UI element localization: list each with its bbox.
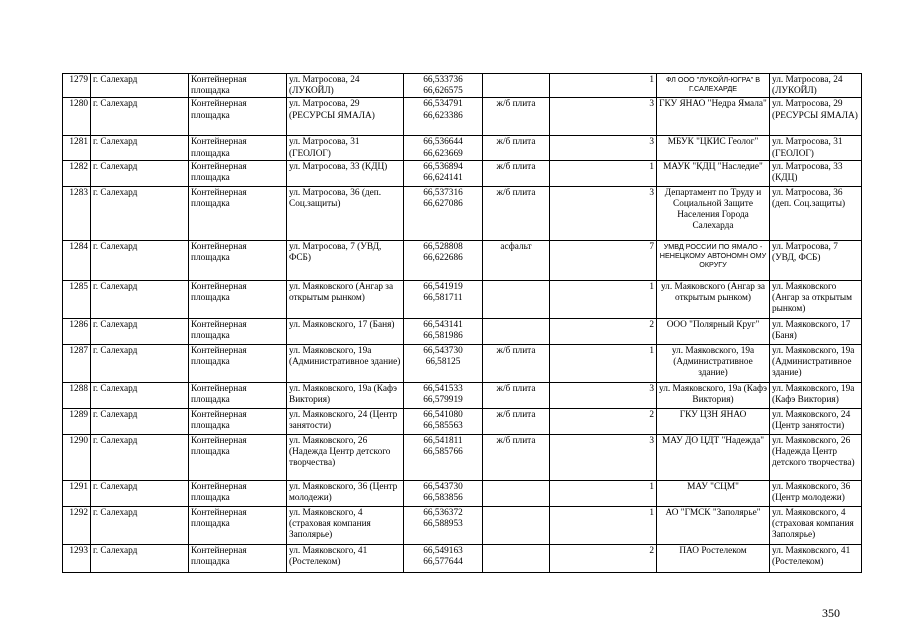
table-body [63,74,862,573]
longitude-value: 66,624141 [423,173,463,184]
waste-source-cell: ул. Маяковского, 19а (Кафэ Виктория) [770,382,862,408]
container-count-cell: 2 [550,408,657,434]
latitude-value: 66,543730 [423,481,463,492]
site-type-cell: Контейнерная площадка [189,544,287,572]
container-count-cell: 1 [550,344,657,382]
table-row [63,408,862,434]
surface-cell: ж/б плита [483,160,550,186]
surface-cell [483,506,550,544]
container-count-cell: 3 [550,186,657,240]
latitude-value: 66,541080 [423,409,463,420]
container-count-cell: 7 [550,240,657,280]
owner-cell: МБУК "ЦКИС Геолог" [657,136,770,160]
coordinates-cell [404,318,483,344]
waste-source-cell: ул. Маяковского (Ангар за открытым рынком) [770,280,862,318]
owner-cell: МАУ "СЦМ" [657,480,770,506]
address-cell: ул. Матросова, 36 (деп. Соц.защиты) [287,186,404,240]
owner-cell: АО "ГМСК "Заполярье" [657,506,770,544]
row-number: 1286 [63,318,91,344]
owner-cell: ГКУ ЦЗН ЯНАО [657,408,770,434]
row-number: 1293 [63,544,91,572]
longitude-value: 66,626575 [423,86,463,97]
longitude-value: 66,622686 [423,253,463,264]
site-type-cell: Контейнерная площадка [189,240,287,280]
city-cell: г. Салехард [91,344,189,382]
surface-cell [483,280,550,318]
waste-source-cell: ул. Маяковского, 19а (Административное здание) [770,344,862,382]
coordinates-cell [404,344,483,382]
site-type-cell: Контейнерная площадка [189,480,287,506]
waste-source-cell: ул. Маяковского, 26 (Надежда Центр детского творчества) [770,434,862,480]
table-row [63,434,862,480]
table-row [63,136,862,160]
coordinates-cell [404,544,483,572]
container-count-cell: 3 [550,98,657,136]
table-row [63,74,862,98]
address-cell: ул. Маяковского, 41 (Ростелеком) [287,544,404,572]
owner-cell: МАУ ДО ЦДТ "Надежда" [657,434,770,480]
site-type-cell: Контейнерная площадка [189,186,287,240]
container-count-cell: 2 [550,544,657,572]
container-count-cell: 1 [550,160,657,186]
table-row [63,506,862,544]
table-row [63,240,862,280]
city-cell: г. Салехард [91,98,189,136]
container-count-cell: 1 [550,74,657,98]
surface-cell: ж/б плита [483,186,550,240]
coordinates-cell [404,434,483,480]
owner-cell: УМВД РОССИИ ПО ЯМАЛО - НЕНЕЦКОМУ АВТОНОМН ОМУ ОКРУГУ [657,240,770,280]
site-type-cell: Контейнерная площадка [189,74,287,98]
surface-cell [483,74,550,98]
waste-source-cell: ул. Маяковского, 36 (Центр молодежи) [770,480,862,506]
longitude-value: 66,581711 [423,293,463,304]
city-cell: г. Салехард [91,408,189,434]
row-number: 1291 [63,480,91,506]
table-row [63,382,862,408]
address-cell: ул. Маяковского, 19а (Административное здание) [287,344,404,382]
longitude-value: 66,583856 [423,493,463,504]
table-row [63,186,862,240]
address-cell: ул. Маяковского, 26 (Надежда Центр детского творчества) [287,434,404,480]
surface-cell: ж/б плита [483,408,550,434]
longitude-value: 66,623386 [423,110,463,121]
table-row [63,160,862,186]
container-count-cell: 2 [550,318,657,344]
waste-source-cell: ул. Матросова, 29 (РЕСУРСЫ ЯМАЛА) [770,98,862,136]
latitude-value: 66,543141 [423,319,463,330]
site-type-cell: Контейнерная площадка [189,98,287,136]
address-cell: ул. Маяковского, 4 (страховая компания Заполярье) [287,506,404,544]
city-cell: г. Салехард [91,382,189,408]
table-row [63,318,862,344]
latitude-value: 66,543730 [423,345,463,356]
row-number: 1282 [63,160,91,186]
coordinates-cell [404,74,483,98]
longitude-value: 66,588953 [423,519,463,530]
surface-cell: ж/б плита [483,344,550,382]
coordinates-cell [404,240,483,280]
city-cell: г. Салехард [91,240,189,280]
row-number: 1280 [63,98,91,136]
address-cell: ул. Матросова, 24 (ЛУКОЙЛ) [287,74,404,98]
owner-cell: ул. Маяковского, 19а (Административное здание) [657,344,770,382]
container-count-cell: 3 [550,136,657,160]
coordinates-cell [404,506,483,544]
table-row [63,544,862,572]
address-cell: ул. Маяковского, 24 (Центр занятости) [287,408,404,434]
address-cell: ул. Матросова, 33 (КДЦ) [287,160,404,186]
owner-cell: ООО "Полярный Круг" [657,318,770,344]
surface-cell: ж/б плита [483,98,550,136]
waste-source-cell: ул. Маяковского, 4 (страховая компания Заполярье) [770,506,862,544]
latitude-value: 66,541533 [423,383,463,394]
latitude-value: 66,549163 [423,545,463,556]
waste-source-cell: ул. Матросова, 33 (КДЦ) [770,160,862,186]
city-cell: г. Салехард [91,434,189,480]
latitude-value: 66,528808 [423,241,463,252]
coordinates-cell [404,186,483,240]
longitude-value: 66,577644 [423,557,463,568]
longitude-value: 66,579919 [423,395,463,406]
coordinates-cell [404,280,483,318]
table-row [63,280,862,318]
longitude-value: 66,623669 [423,148,463,159]
address-cell: ул. Маяковского, 19а (Кафэ Виктория) [287,382,404,408]
latitude-value: 66,541919 [423,281,463,292]
latitude-value: 66,541811 [423,435,463,446]
row-number: 1290 [63,434,91,480]
longitude-value: 66,585766 [423,447,463,458]
coordinates-cell [404,160,483,186]
row-number: 1287 [63,344,91,382]
container-sites-table [62,73,862,573]
longitude-value: 66,585563 [423,421,463,432]
waste-source-cell: ул. Матросова, 31 (ГЕОЛОГ) [770,136,862,160]
row-number: 1292 [63,506,91,544]
latitude-value: 66,536644 [423,137,463,148]
city-cell: г. Салехард [91,160,189,186]
waste-source-cell: ул. Маяковского, 17 (Баня) [770,318,862,344]
latitude-value: 66,533736 [423,75,463,85]
row-number: 1281 [63,136,91,160]
coordinates-cell [404,408,483,434]
address-cell: ул. Маяковского, 17 (Баня) [287,318,404,344]
longitude-value: 66,58125 [425,357,461,368]
row-number: 1288 [63,382,91,408]
surface-cell: ж/б плита [483,434,550,480]
container-count-cell: 1 [550,280,657,318]
surface-cell [483,544,550,572]
address-cell: ул. Маяковского, 36 (Центр молодежи) [287,480,404,506]
waste-source-cell: ул. Матросова, 36 (деп. Соц.защиты) [770,186,862,240]
waste-source-cell: ул. Маяковского, 41 (Ростелеком) [770,544,862,572]
city-cell: г. Салехард [91,318,189,344]
site-type-cell: Контейнерная площадка [189,506,287,544]
container-count-cell: 3 [550,434,657,480]
address-cell: ул. Маяковского (Ангар за открытым рынком) [287,280,404,318]
coordinates-cell [404,480,483,506]
site-type-cell: Контейнерная площадка [189,382,287,408]
city-cell: г. Салехард [91,544,189,572]
address-cell: ул. Матросова, 29 (РЕСУРСЫ ЯМАЛА) [287,98,404,136]
waste-source-cell: ул. Матросова, 24 (ЛУКОЙЛ) [770,74,862,98]
table-row [63,344,862,382]
site-type-cell: Контейнерная площадка [189,344,287,382]
owner-cell: МАУК "КДЦ "Наследие" [657,160,770,186]
latitude-value: 66,537316 [423,187,463,198]
table-row [63,98,862,136]
site-type-cell: Контейнерная площадка [189,136,287,160]
row-number: 1285 [63,280,91,318]
address-cell: ул. Матросова, 7 (УВД, ФСБ) [287,240,404,280]
row-number: 1283 [63,186,91,240]
surface-cell [483,318,550,344]
table-row [63,480,862,506]
surface-cell: ж/б плита [483,136,550,160]
owner-cell: Департамент по Труду и Социальной Защите Населения Города Салехарда [657,186,770,240]
city-cell: г. Салехард [91,74,189,98]
container-count-cell: 1 [550,480,657,506]
surface-cell: ж/б плита [483,382,550,408]
page-number: 350 [822,606,840,620]
latitude-value: 66,536894 [423,161,463,172]
latitude-value: 66,534791 [423,99,463,110]
city-cell: г. Салехард [91,186,189,240]
owner-cell: ПАО Ростелеком [657,544,770,572]
waste-source-cell: ул. Маяковского, 24 (Центр занятости) [770,408,862,434]
city-cell: г. Салехард [91,136,189,160]
row-number: 1279 [63,74,91,98]
site-type-cell: Контейнерная площадка [189,318,287,344]
container-count-cell: 3 [550,382,657,408]
owner-cell: ФЛ ООО "ЛУКОЙЛ-ЮГРА" В Г.САЛЕХАРДЕ [657,74,770,98]
coordinates-cell [404,98,483,136]
city-cell: г. Салехард [91,280,189,318]
owner-cell: ГКУ ЯНАО "Недра Ямала" [657,98,770,136]
site-type-cell: Контейнерная площадка [189,280,287,318]
row-number: 1284 [63,240,91,280]
city-cell: г. Салехард [91,480,189,506]
coordinates-cell [404,382,483,408]
row-number: 1289 [63,408,91,434]
coordinates-cell [404,136,483,160]
site-type-cell: Контейнерная площадка [189,408,287,434]
owner-cell: ул. Маяковского (Ангар за открытым рынком) [657,280,770,318]
waste-source-cell: ул. Матросова, 7 (УВД, ФСБ) [770,240,862,280]
latitude-value: 66,536372 [423,507,463,518]
container-count-cell: 1 [550,506,657,544]
address-cell: ул. Матросова, 31 (ГЕОЛОГ) [287,136,404,160]
site-type-cell: Контейнерная площадка [189,160,287,186]
longitude-value: 66,581986 [423,331,463,342]
surface-cell [483,480,550,506]
surface-cell: асфальт [483,240,550,280]
city-cell: г. Салехард [91,506,189,544]
owner-cell: ул. Маяковского, 19а (Кафэ Виктория) [657,382,770,408]
site-type-cell: Контейнерная площадка [189,434,287,480]
longitude-value: 66,627086 [423,199,463,210]
